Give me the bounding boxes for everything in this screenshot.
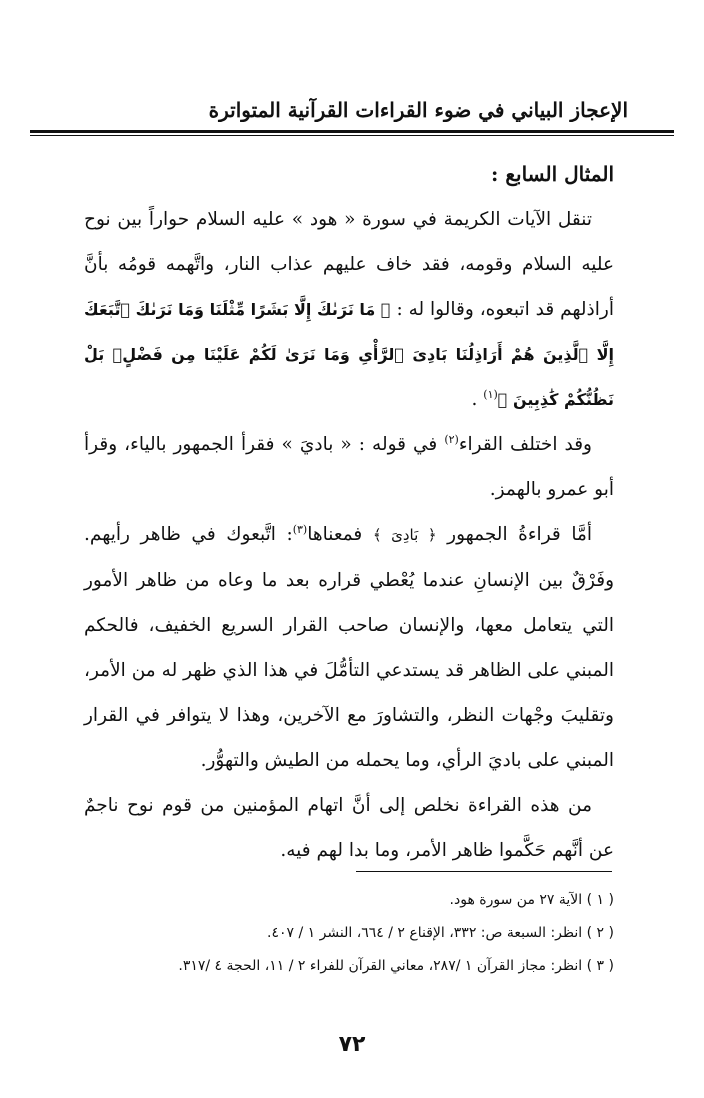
footnote-3: ( ٣ ) انظر: مجاز القرآن ١ /٢٨٧، معاني القرآن للفراء ٢ / ١١، الحجة ٤ /٣١٧. <box>178 958 614 974</box>
footnote-2: ( ٢ ) انظر: السبعة ص: ٣٣٢، الإقناع ٢ / ٦٦٤، النشر ١ / ٤٠٧. <box>267 925 614 941</box>
paragraph-1-text: تنقل الآيات الكريمة في سورة « هود » عليه السلام حواراً بين نوح عليه السلام وقومه، فقد خاف عليهم عذاب النار، واتَّهمه قومُه بأنَّ أراذلهم قد اتبعوه، وقالوا له : <box>84 209 614 320</box>
body-text <box>84 152 614 873</box>
paragraph-3-text-a: أمَّا قراءةُ الجمهور <box>447 524 593 545</box>
quran-word: ﴿ بَادِىَ ﴾ <box>372 526 437 544</box>
paragraph-3 <box>84 512 614 783</box>
paragraph-2-text-a: وقد اختلف القراء <box>458 434 592 455</box>
section-heading: المثال السابع : <box>491 162 614 186</box>
footnote-separator <box>356 871 612 872</box>
quran-verse: ﴿ مَا نَرَىٰكَ إِلَّا بَشَرًا مِّثْلَنَا وَمَا نَرَىٰكَ ٱتَّبَعَكَ إِلَّا ٱلَّذِينَ هُمْ أَرَاذِلُنَا بَادِىَ ٱلرَّأْىِ وَمَا نَرَىٰ لَكُمْ عَلَيْنَا مِن فَضْلٍۭ بَلْ نَظُنُّكُمْ كَٰذِبِينَ ﴾ <box>84 300 614 409</box>
footnote-1: ( ١ ) الآية ٢٧ من سورة هود. <box>449 892 614 908</box>
header-rule-thin <box>30 135 674 136</box>
footnote-ref-2: (٢) <box>444 432 459 446</box>
page-number: ٧٢ <box>338 1032 366 1057</box>
paragraph-1 <box>84 197 614 422</box>
paragraph-1-end: . <box>471 389 478 410</box>
footnote-ref-3: (٣) <box>292 522 308 536</box>
running-header: الإعجاز البياني في ضوء القراءات القرآنية المتواترة <box>208 98 628 122</box>
footnote-ref-1: (١) <box>483 387 498 401</box>
paragraph-3-text-b: فمعناها <box>307 524 363 545</box>
paragraph-2-text-b: في قوله : « باديَ » فقرأ الجمهور بالياء، وقرأ أبو عمرو بالهمز. <box>84 434 614 500</box>
footnotes <box>60 884 614 983</box>
paragraph-2 <box>84 422 614 512</box>
paragraph-4: من هذه القراءة نخلص إلى أنَّ اتهام المؤمنين من قوم نوح ناجمٌ عن أنَّهم حَكَّموا ظاهر الأمر، وما بدا لهم فيه. <box>84 795 614 861</box>
header-rule <box>30 130 674 133</box>
paragraph-3-text-c: : اتَّبعوك في ظاهر رأيهم. وفَرْقٌ بين الإنسانِ عندما يُعْطي قراره بعد ما وعاه من ظاهر الأمور التي يتعامل معها، والإنسان صاحب القرار السريع الخفيف، فالحكم المبني على الظاهر قد يستدعي التأمُّلَ في هذا الذي ظهر له من الأمر، وتقليبَ وجْهات النظر، والتشاورَ مع الآخرين، وهذا لا يتوافر في القرار المبني على باديَ الرأي، وما يحمله من الطيش والتهوُّر. <box>84 524 614 771</box>
